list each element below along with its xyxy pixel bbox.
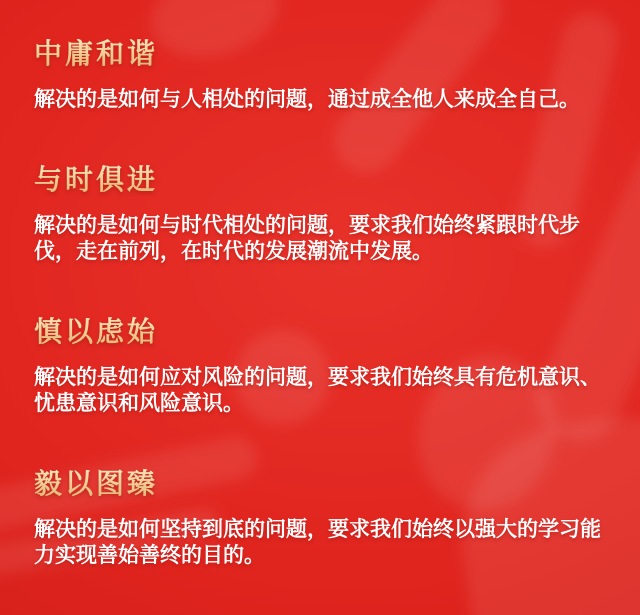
section-title: 中庸和谐 xyxy=(34,36,605,74)
section-body: 解决的是如何应对风险的问题，要求我们始终具有危机意识、忧患意识和风险意识。 xyxy=(34,365,601,415)
section-yiyi-tuzhen xyxy=(34,466,605,568)
section-title: 毅以图臻 xyxy=(34,466,605,504)
section-yushi-jujin xyxy=(34,162,605,264)
section-body: 解决的是如何与时代相处的问题，要求我们始终紧跟时代步伐，走在前列，在时代的发展潮流中发展。 xyxy=(34,213,580,263)
section-shenyi-lvshi xyxy=(34,314,605,416)
section-title: 慎以虑始 xyxy=(34,314,605,352)
section-title: 与时俱进 xyxy=(34,162,605,200)
section-body: 解决的是如何与人相处的问题，通过成全他人来成全自己。 xyxy=(34,87,580,111)
section-body: 解决的是如何坚持到底的问题，要求我们始终以强大的学习能力实现善始善终的目的。 xyxy=(34,517,601,567)
section-zhongyong-hexie xyxy=(34,36,605,112)
